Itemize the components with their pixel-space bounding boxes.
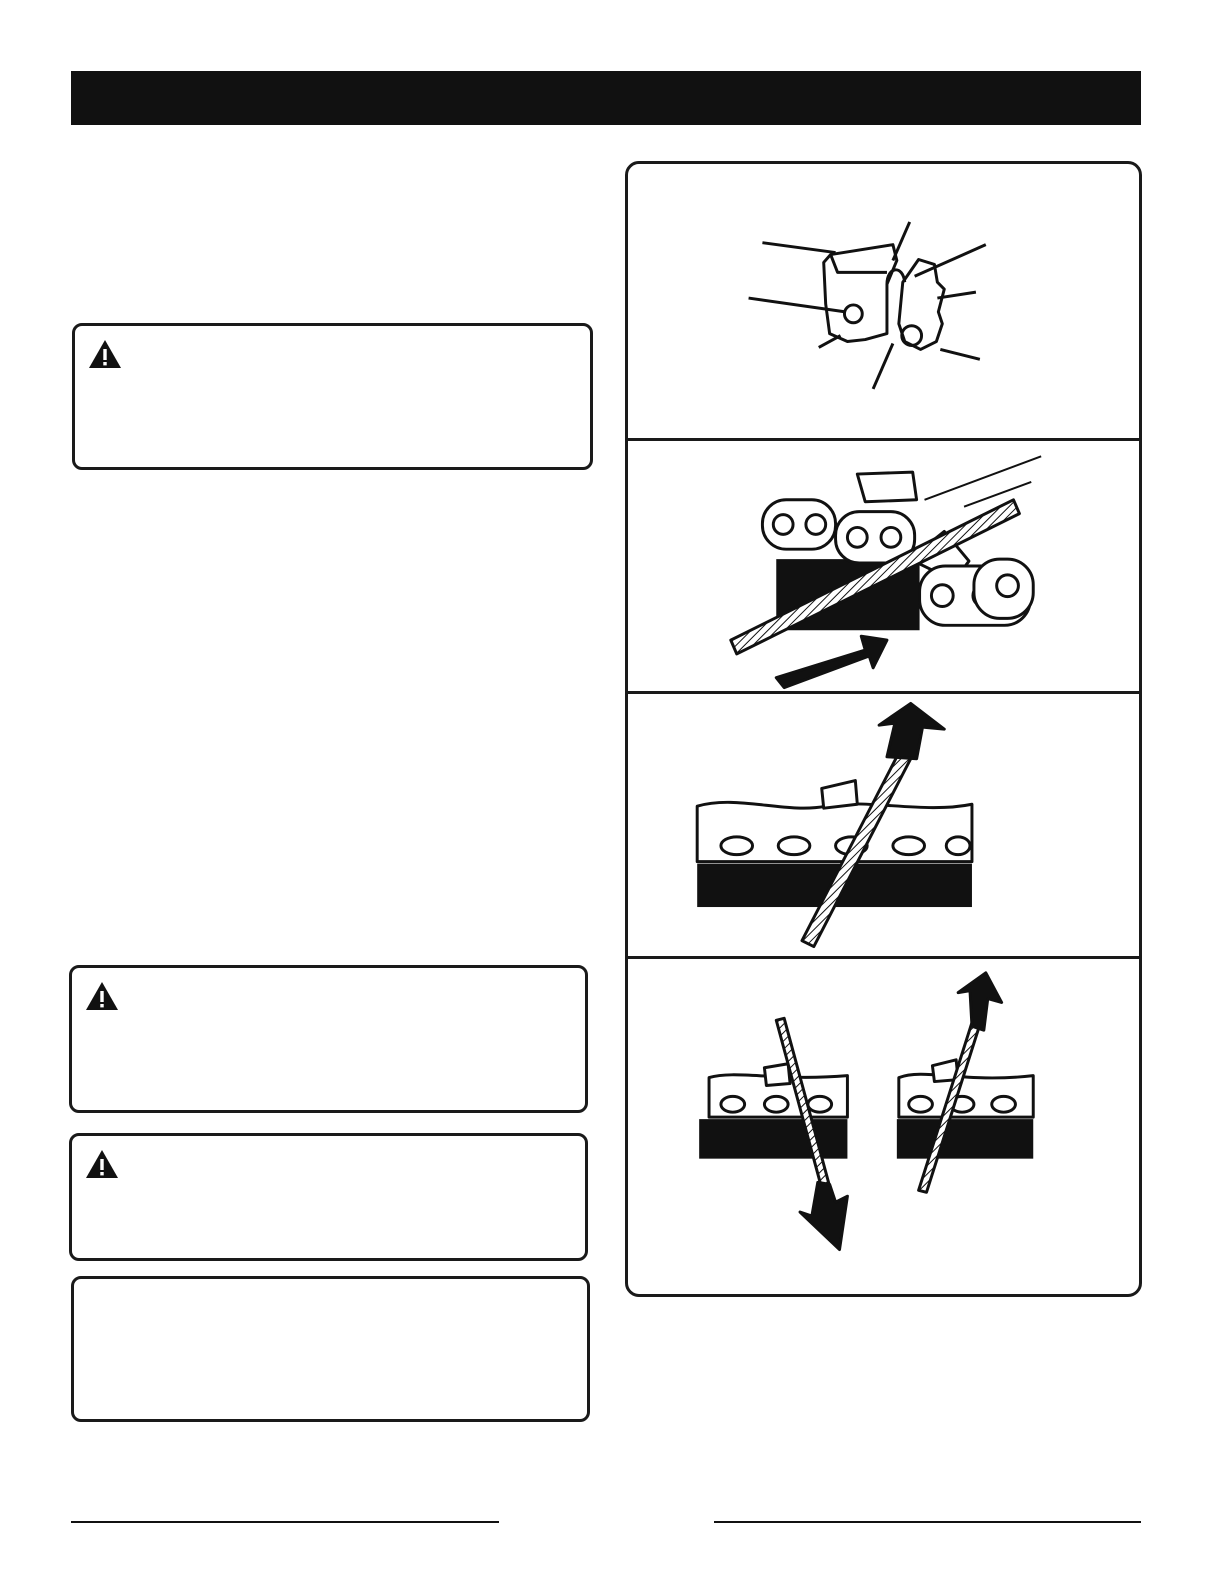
section-header-bar [71,71,1141,125]
footer-rule-right [714,1521,1141,1523]
warning-triangle-icon [87,338,123,370]
file-stroke-arrow-icon [628,694,1139,956]
warning-box-2 [69,965,588,1113]
warning-box-3 [69,1133,588,1261]
figure-panel [625,161,1142,1297]
file-on-chain-icon [628,441,1139,691]
warning-box-1 [72,323,593,470]
file-direction-arrows-icon [628,959,1139,1297]
warning-triangle-icon [84,980,120,1012]
warning-triangle-icon [84,1148,120,1180]
footer-rule-left [71,1521,499,1523]
note-box [71,1276,590,1422]
chain-cutter-parts-icon [628,164,1139,438]
